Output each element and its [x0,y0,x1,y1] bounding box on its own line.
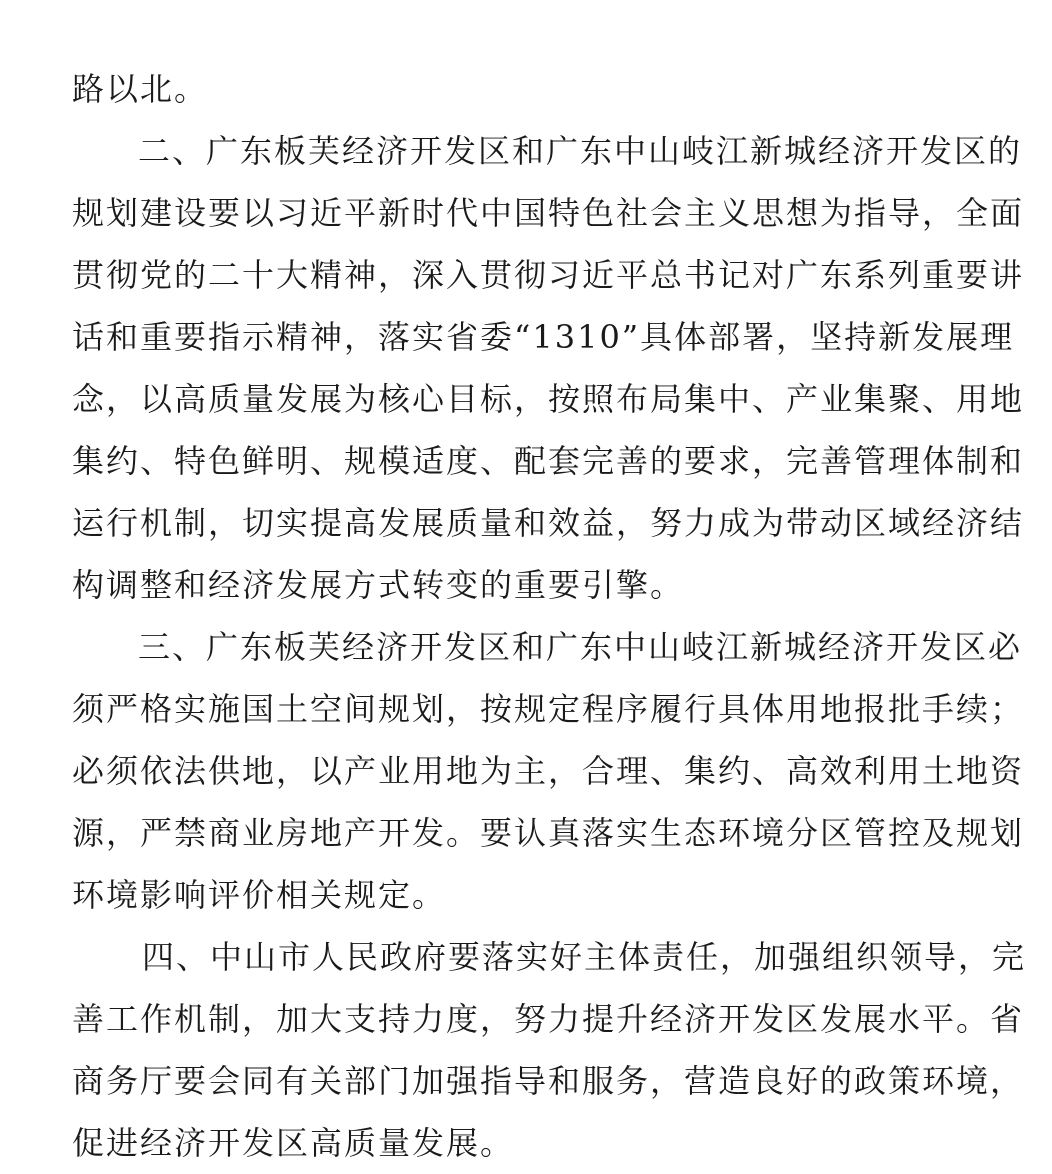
text-line: 环境影响评价相关规定。 [72,876,447,914]
text-line: 规划建设要以习近平新时代中国特色社会主义思想为指导，全面 [72,194,1025,232]
text-line: 话和重要指示精神，落实省委“1310”具体部署，坚持新发展理 [72,318,1015,356]
text-line: 商务厅要会同有关部门加强指导和服务，营造良好的政策环境， [72,1062,1025,1100]
text-line: 促进经济开发区高质量发展。 [72,1124,515,1162]
text-line: 必须依法供地，以产业用地为主，合理、集约、高效利用土地资 [72,752,1025,790]
text-line: 贯彻党的二十大精神，深入贯彻习近平总书记对广东系列重要讲 [72,256,1025,294]
paragraph-2-first-line: 二、广东板芙经济开发区和广东中山岐江新城经济开发区的 [138,132,1023,170]
text-line: 构调整和经济发展方式转变的重要引擎。 [72,566,685,604]
text-line: 须严格实施国土空间规划，按规定程序履行具体用地报批手续； [72,690,1025,728]
text-line: 运行机制，切实提高发展质量和效益，努力成为带动区域经济结 [72,504,1025,542]
document-body [72,58,1027,1174]
text-line: 源，严禁商业房地产开发。要认真落实生态环境分区管控及规划 [72,814,1025,852]
paragraph-4-first-line: 四、中山市人民政府要落实好主体责任，加强组织领导，完 [142,938,1027,976]
paragraph-3-first-line: 三、广东板芙经济开发区和广东中山岐江新城经济开发区必 [138,628,1023,666]
text-line: 善工作机制，加大支持力度，努力提升经济开发区发展水平。省 [72,1000,1025,1038]
text-line: 念，以高质量发展为核心目标，按照布局集中、产业集聚、用地 [72,380,1025,418]
text-line: 集约、特色鲜明、规模适度、配套完善的要求，完善管理体制和 [72,442,1025,480]
text-line: 路以北。 [72,70,209,108]
